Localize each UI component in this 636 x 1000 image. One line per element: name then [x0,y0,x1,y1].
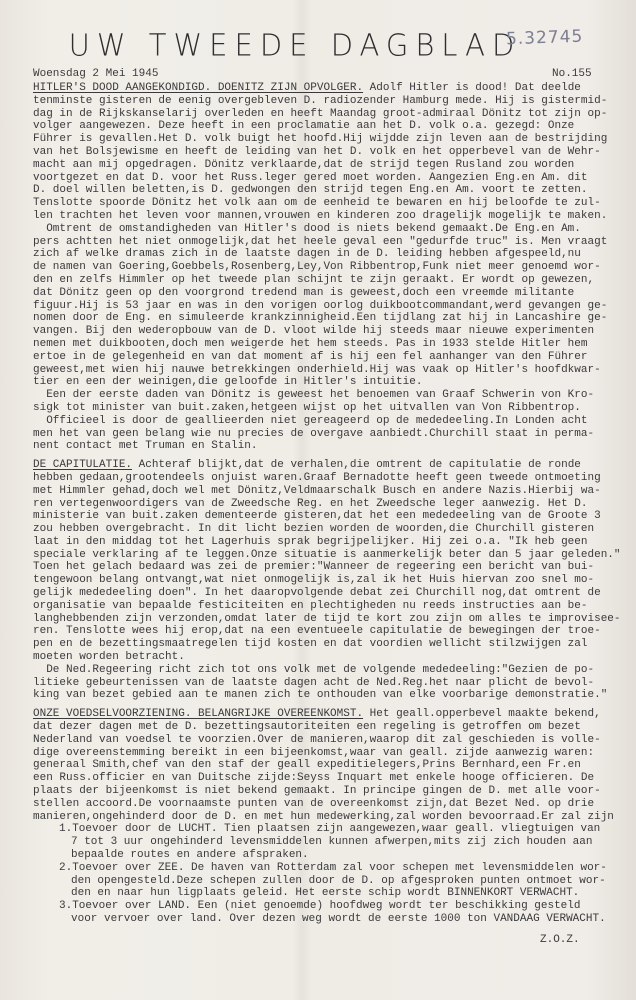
text-line: dat Dönitz geen op den voorgrond tredend man is geweest,doch een vreemde militante [33,286,575,299]
text-line: Führer is gevallen.Het D. volk buigt het hoofd.Hij wijdde zijn leven aan de bestrijding [33,133,608,146]
numbered-item [33,862,628,900]
text-line: met Himmler gehad,doch wel met Dönitz,Veldmaarschalk Busch en andere Nazis.Hierbij wa- [33,484,601,497]
text-line: zou hebben overgebracht. In dit licht bezien worden de woorden,die Churchill gisteren [33,523,595,536]
text-line: Een der eerste daden van Dönitz is geweest het benoemen van Graaf Schwerin von Kro- [33,389,595,402]
text-run: Achteraf blijkt,dat de verhalen,die omtrent de capitulatie de ronde [132,459,581,472]
text-line: dag in de Rijkskanselarij overleden en heeft Maandag groot-admiraal Dönitz tot zijn op- [33,107,608,120]
text-line [33,459,628,472]
section-heading: ONZE VOEDSELVOORZIENING. BELANGRIJKE OVEREENKOMST. [33,708,364,721]
article-section [33,82,628,453]
text-line: moeten worden betracht. [33,651,185,664]
text-line: ertoe in de gelegenheid en van dat moment af is hij een fel aanhanger van den Führer [33,350,588,363]
text-line: nomen door de Eng. en simuleerde krankzinnigheid.Een tijdlang zat hij in Lancashire ge- [33,312,608,325]
text-line: laat in den middag tot het Lagerhuis sprak begrijpelijker. Hij zei o.a. "Ik heb geen [33,535,588,548]
text-line: voortgezet en dat D. voor het Russ.leger gered moet worden. Aangezien Eng.en Am. dit [33,171,588,184]
section-heading: DE CAPITULATIE. [33,459,133,472]
section-heading: HITLER'S DOOD AANGEKONDIGD. DOENITZ ZIJN OPVOLGER. [33,82,364,94]
text-line: 7 tot 3 uur ongehinderd levensmiddelen kunnen afwerpen,mits zij zich houden aan [71,836,593,849]
text-run: Het geall.opperbevel maakte bekend, [363,708,601,721]
text-line [33,708,628,721]
text-line: gelijk mededeeling doen". In het daaropvolgende debat zei Churchill nog,dat omtrent de [33,587,601,600]
text-line: volger aangewezen. Deze heeft in een proclamatie aan het D. volk o.a. gezegd: Onze [33,120,575,133]
text-line: pers achtten het niet onmogelijk,dat het heele geval een "gedurfde truc" is. Men vraagt [33,235,608,248]
text-line: den opengesteld.Deze schepen zullen door de D. op afgesproken punten ontmoet wor- [71,874,606,887]
text-line: sigk tot minister van buit.zaken,hetgeen wijst op het uitvallen van Von Ribbentrop. [33,401,581,414]
text-line: stellen accoord.De voornaamste punten van de overeenkomst zijn,dat Bezet Ned. op drie [33,797,595,810]
text-line: den en zelfs Himmler op het tweede plan schijnt te zijn geraakt. Er wordt op gewezen, [33,273,595,286]
text-line: ministerie van buit.zaken dementeerde gisteren,dat het een mededeeling van de Groote 3 [33,510,601,523]
text-line: figuur.Hij is 53 jaar en was in den vorigen oorlog duikbootcommandant,werd gevangen ge- [33,299,608,312]
article-section [33,708,628,926]
text-line: een Russ.officier en van Duitsche zijde:Seyss Inquart met enkele hooge officieren. De [33,772,595,785]
issue-number: No.155 [552,68,592,80]
handwritten-archive-number: 5.32745 [505,26,584,50]
text-line: nemen met duikbooten,doch men weigerde het hem steeds. Pas in 1933 stelde Hitler hem [33,337,588,350]
text-line: Omtrent de omstandigheden van Hitler's dood is niets bekend gemaakt.De Eng.en Am. [33,222,581,235]
text-line: Toen het gelach bedaard was zei de premier:"Wanneer de regeering een bericht van bui- [33,561,595,574]
text-line: men het van geen belang wie nu precies de overgave aanbiedt.Churchill staat in perma- [33,427,595,440]
text-line: D. doel willen beletten,is D. gedwongen den strijd tegen Eng.en Am. voort te zetten. [33,184,588,197]
text-line: manieren,ongehinderd door de D. en met hun medewerking,zal worden bevoorraad.Er zal zijn [33,810,614,823]
numbered-item [33,900,628,926]
text-run: Adolf Hitler is dood! Dat deelde [363,82,581,94]
article-section [33,459,628,702]
text-line: zich af welke dramas zich in de laatste dagen in de D. leiding hebben afgespeeld,nu [33,248,581,261]
text-line: 3.Toevoer over LAND. Een (niet genoemde) hoofdweg wordt ter beschikking gesteld [59,900,581,913]
text-line: pen en de bezettingsmaatregelen tijd kosten en dat voordien wellicht stilzwijgen zal [33,638,588,651]
text-line: bepaalde routes en andere afspraken. [71,849,309,862]
text-line: dige overeenstemming bereikt in een bijeenkomst,waar van geall. zijde aanwezig waren: [33,746,595,759]
text-line: den en naar hun ligplaats geleid. Het eerste schip wordt BINNENKORT VERWACHT. [71,887,580,900]
text-line: dat dezer dagen met de D. bezettingsautoriteiten een regeling is getroffen om bezet [33,721,581,734]
text-line: generaal Smith,chef van den staf der geall expeditielegers,Prins Bernhard,een Fr.en [33,759,581,772]
newspaper-title: UW TWEEDE DAGBLAD [68,27,522,63]
text-line: tier en een der weinigen,die geloofde in Hitler's intuitie. [33,376,423,389]
text-line: king van bezet gebied aan te manen zich te onthouden van elke voorbarige demonstratie." [33,689,608,702]
text-line: van het Bolsjewisme en heeft de leiding van het D. volk en het opperbevel van de Wehr- [33,145,601,158]
text-line: tengewoon belang ontvangt,wat niet onmogelijk is,zal ik het Huis hiervan zoo snel mo- [33,574,595,587]
text-line: ren. Tenslotte wees hij erop,dat na een eventueele capitulatie de bewegingen der troe- [33,625,601,638]
text-line: voor vervoer over land. Over dezen weg wordt de eerste 1000 ton VANDAAG VERWACHT. [71,913,606,925]
text-line: 2.Toevoer over ZEE. De haven van Rotterdam zal voor schepen met levensmiddelen wor- [59,861,607,874]
text-line: len trachten het leven voor mannen,vrouwen en kinderen zoo dragelijk mogelijk te maken. [33,209,608,222]
text-line: organisatie van bepaalde festiciteiten en plechtigheden nu reeds instructies aan be- [33,599,588,612]
continued-overleaf: Z.O.Z. [540,934,580,946]
text-line: langhebbenden zijn verzonden,omdat later de tijd te kort zou zijn om alles te improvisee- [33,612,621,625]
text-line: tenminste gisteren de eenig overgebleven D. radiozender Hamburg mede. Hij is gistermid- [33,94,608,107]
text-line: Nederland van voedsel te voorzien.Over de manieren,waarop dit zal geschieden is volle- [33,733,601,746]
text-line: Tenslotte spoorde Dönitz het volk aan om de eenheid te bewaren en hij beloofde te zul- [33,197,601,210]
text-line: macht aan mij opgedragen. Dönitz verklaarde,dat de strijd tegen Rusland zou worden [33,158,575,171]
numbered-item [33,823,628,861]
text-line: litieke gebeurtenissen van de laatste dagen acht de Ned.Reg.het naar plicht de bevol- [33,676,595,689]
text-line: de namen van Goering,Goebbels,Rosenberg,Ley,Von Ribbentrop,Funk niet meer genoemd wor- [33,261,601,274]
text-line: plaats der bijeenkomst is niet bekend gemaakt. In principe gingen de D. met alle voor- [33,785,601,798]
text-line: hebben gedaan,grootendeels onjuist waren.Graaf Bernadotte heeft geen tweede ontmoeting [33,471,601,484]
article-body [33,82,628,926]
text-line: De Ned.Regeering richt zich tot ons volk met de volgende mededeeling:"Gezien de po- [33,663,595,676]
text-line: nent contact met Truman en Stalin. [33,440,258,453]
text-line [33,82,628,95]
text-line: vangen. Bij den wederopbouw van de D. vloot wilde hij steeds maar nieuwe experimenten [33,325,595,338]
text-line: geweest,met wien hij nauwe betrekkingen onderhield.Hij was vaak op Hitler's hoofdkwar- [33,363,601,376]
text-line: 1.Toevoer door de LUCHT. Tien plaatsen zijn aangewezen,waar geall. vliegtuigen van [59,823,601,836]
text-line: Officieel is door de geallieerden niet gereageerd op de mededeeling.In Londen acht [33,414,588,427]
text-line: ren vertegenwoordigers van de Zweedsche Reg. en het Zweedsche leger aanwezig. Het D. [33,497,588,510]
issue-date: Woensdag 2 Mei 1945 [33,68,159,80]
text-line: speciale verklaring af te leggen.Onze situatie is aanmerkelijk beter dan 5 jaar geleden." [33,548,621,561]
